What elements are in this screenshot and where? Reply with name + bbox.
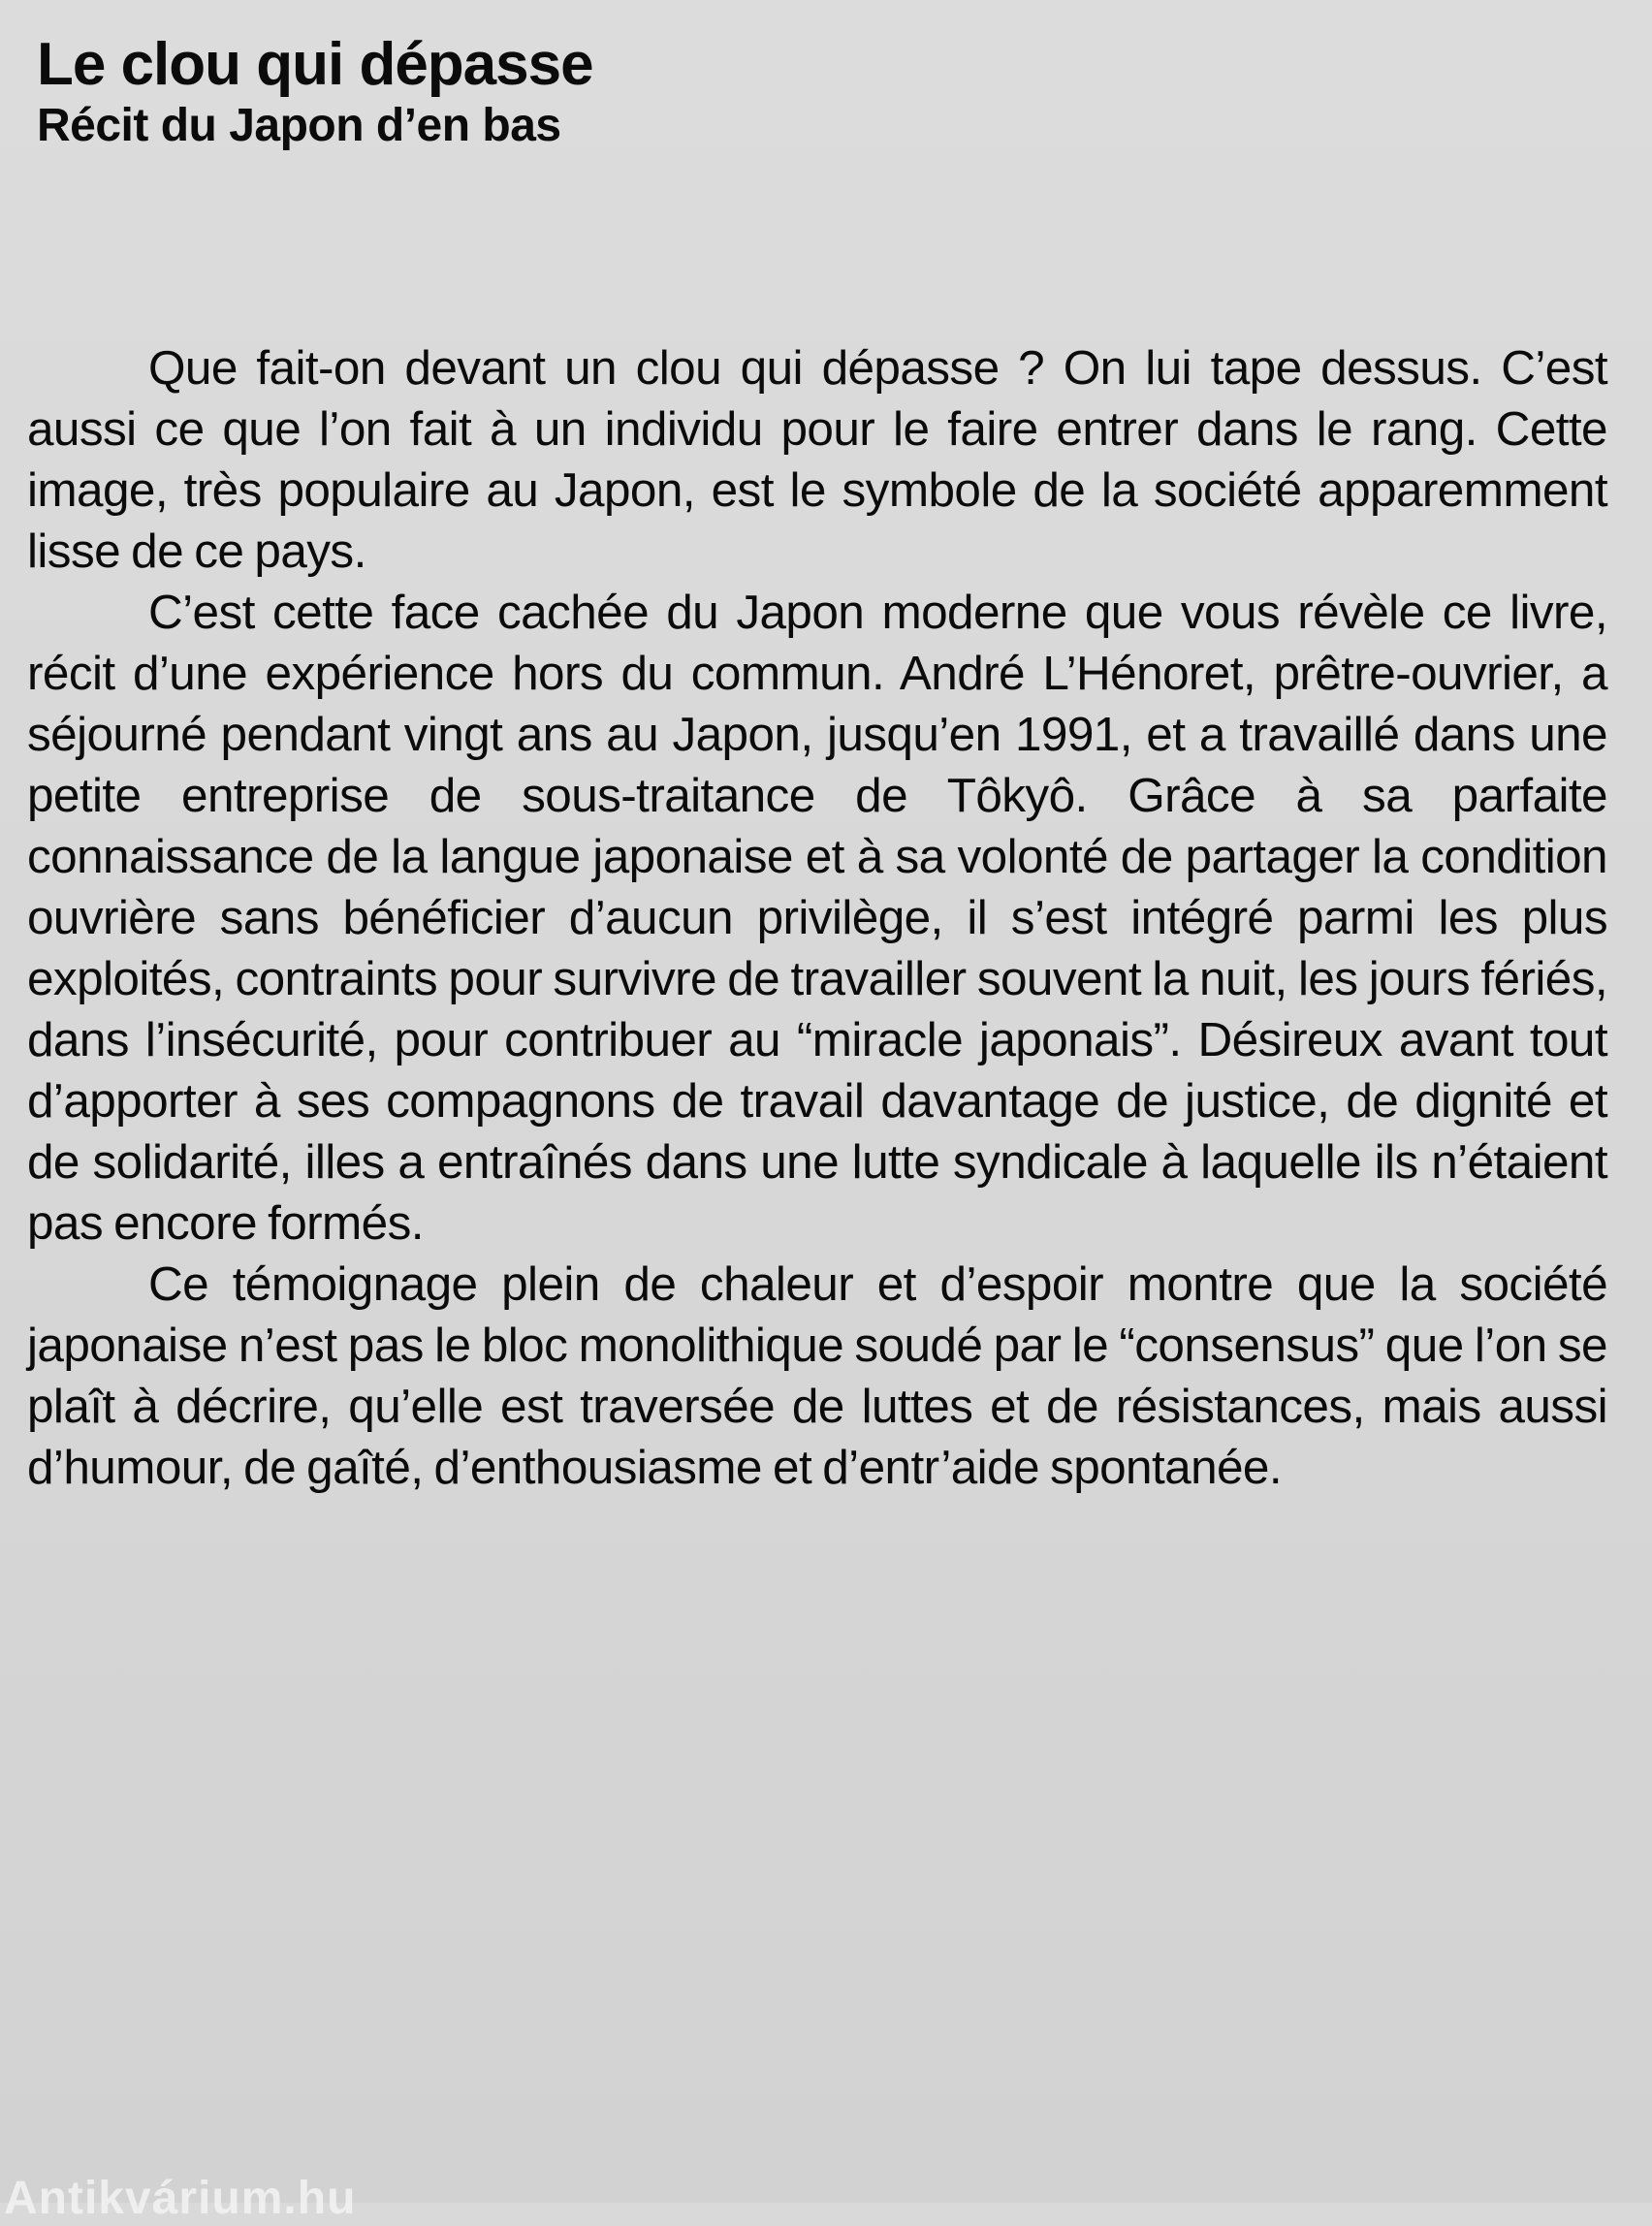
blurb-paragraph-3: Ce témoignage plein de chaleur et d’espoir montre que la société japonaise n’est pas le bloc monolithique soudé par le “consensus” que l’on se plaît à décrire, qu’elle est traversée de luttes et de résistances, mais aussi d’humour, de gaîté, d’enthousiasme et d’entr’aide spontanée.: [27, 1257, 1607, 1494]
blurb-paragraph-1: Que fait-on devant un clou qui dépasse ? On lui tape dessus. C’est aussi ce que l’on fait à un individu pour le faire entrer dans le rang. Cette image, très populaire au Japon, est le symbole de la société apparemment lisse de ce pays.: [27, 341, 1607, 578]
book-title: Le clou qui dépasse: [37, 31, 593, 98]
blurb-text: [27, 337, 1607, 1498]
watermark: Antikvárium.hu: [4, 2173, 357, 2224]
book-subtitle: Récit du Japon d’en bas: [37, 100, 561, 151]
blurb-paragraph-2: C’est cette face cachée du Japon moderne que vous révèle ce livre, récit d’une expérience hors du commun. André L’Hénoret, prêtre-ouvrier, a séjourné pendant vingt ans au Japon, jusqu’en 1991, et a travaillé dans une petite entreprise de sous-traitance de Tôkyô. Grâce à sa parfaite connaissance de la langue japonaise et à sa volonté de partager la condition ouvrière sans bénéficier d’aucun privilège, il s’est intégré parmi les plus exploités, contraints pour survivre de travailler souvent la nuit, les jours fériés, dans l’insécurité, pour contribuer au “miracle japonais”. Désireux avant tout d’apporter à ses compagnons de travail davantage de justice, de dignité et de solidarité, illes a entraînés dans une lutte syndicale à laquelle ils n’étaient pas encore formés.: [27, 586, 1607, 1250]
